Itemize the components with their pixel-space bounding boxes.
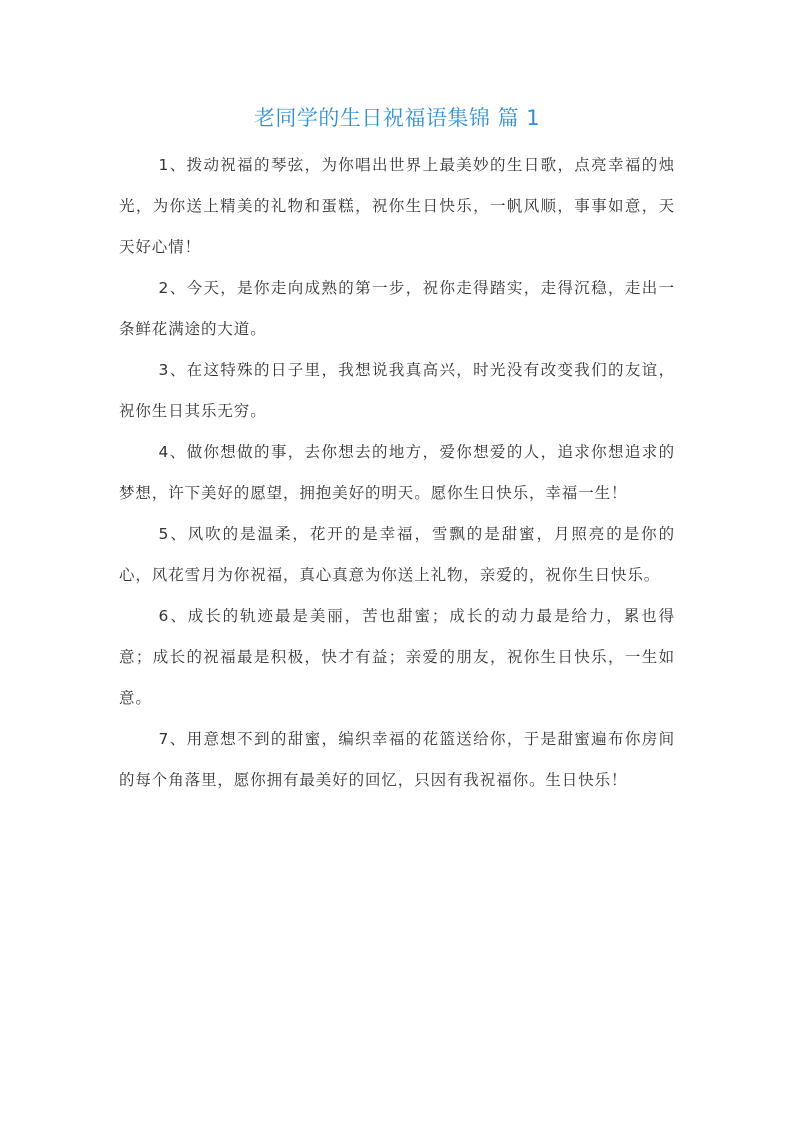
paragraph-1: 1、拨动祝福的琴弦，为你唱出世界上最美妙的生日歌，点亮幸福的烛光，为你送上精美的礼物和蛋糕，祝你生日快乐，一帆风顺，事事如意，天天好心情！: [119, 156, 675, 256]
paragraph-2: 2、今天，是你走向成熟的第一步，祝你走得踏实，走得沉稳，走出一条鲜花满途的大道。: [119, 279, 675, 338]
paragraph-5: 5、风吹的是温柔，花开的是幸福，雪飘的是甜蜜，月照亮的是你的心，风花雪月为你祝福，真心真意为你送上礼物，亲爱的，祝你生日快乐。: [119, 525, 675, 584]
document-body: [119, 145, 675, 801]
paragraph-4: 4、做你想做的事，去你想去的地方，爱你想爱的人，追求你想追求的梦想，许下美好的愿望，拥抱美好的明天。愿你生日快乐，幸福一生！: [119, 443, 675, 502]
document-title: 老同学的生日祝福语集锦 篇 1: [253, 106, 541, 130]
paragraph-6: 6、成长的轨迹最是美丽，苦也甜蜜；成长的动力最是给力，累也得意；成长的祝福最是积极，快才有益；亲爱的朋友，祝你生日快乐，一生如意。: [119, 607, 675, 707]
paragraph-3: 3、在这特殊的日子里，我想说我真高兴，时光没有改变我们的友谊，祝你生日其乐无穷。: [119, 361, 675, 420]
paragraph-7: 7、用意想不到的甜蜜，编织幸福的花篮送给你，于是甜蜜遍布你房间的每个角落里，愿你拥有最美好的回忆，只因有我祝福你。生日快乐！: [119, 730, 675, 789]
